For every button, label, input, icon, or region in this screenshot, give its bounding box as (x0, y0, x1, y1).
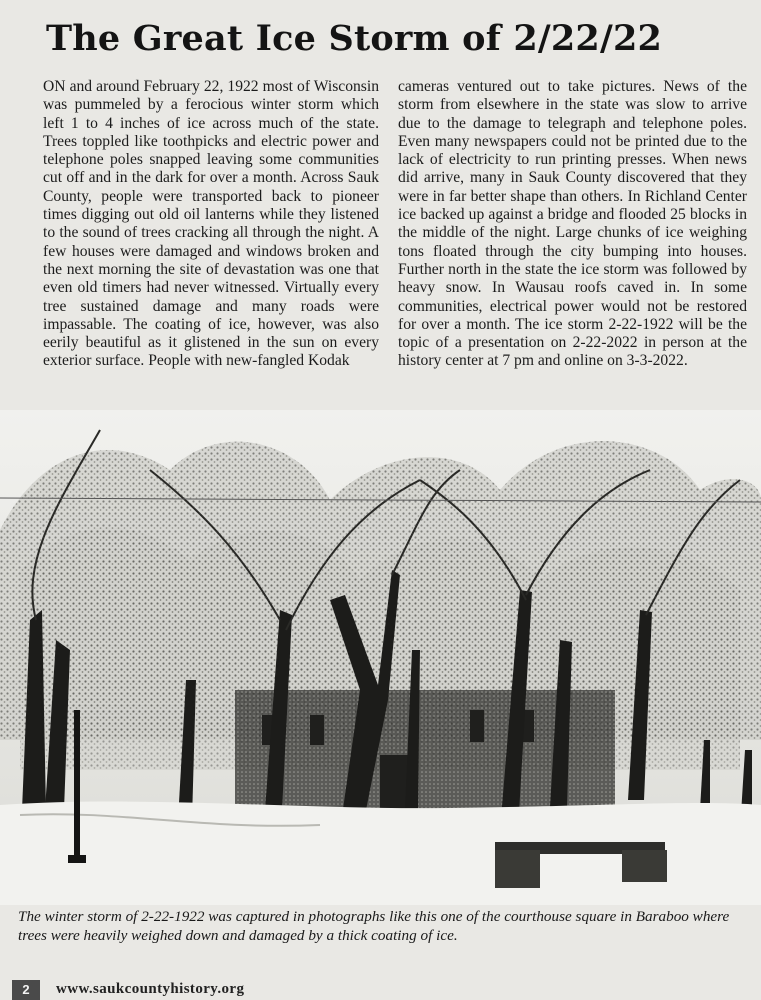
ice-storm-photo (0, 410, 761, 905)
article-title: The Great Ice Storm of 2/22/22 (46, 18, 663, 59)
article-column-left: ON and around February 22, 1922 most of Wisconsin was pummeled by a ferocious winter storm which left 1 to 4 inches of ice across much of the state. Trees toppled like toothpicks and electric power and telephone poles snapped leaving some communities cut off and in the dark for over a month. Across Sauk County, people were transported back to pioneer times digging out old oil lanterns while they listened to the sound of trees cracking all through the night. A few houses were damaged and windows broken and the next morning the site of devastation was one that even old timers had never witnessed. Virtually every tree sustained damage and many roads were impassable. The coating of ice, however, was also eerily beautiful as it glistened in the sun on every exterior surface. People with new-fangled Kodak (43, 78, 379, 370)
courthouse-square-illustration (0, 410, 761, 905)
website-link[interactable]: www.saukcountyhistory.org (56, 981, 245, 997)
page-number: 2 (12, 980, 40, 1000)
photo-caption: The winter storm of 2-22-1922 was captured in photographs like this one of the courthouse square in Baraboo where trees were heavily weighed down and damaged by a thick coating of ice. (18, 908, 730, 944)
article-column-right: cameras ventured out to take pictures. News of the storm from elsewhere in the state was slow to arrive due to the damage to telegraph and telephone poles. Even many newspapers could not be printed due to the lack of electricity to run printing presses. When news did arrive, many in Sauk County discovered that they were in far better shape than others. In Richland Center ice backed up against a bridge and flooded 25 blocks in the middle of the night. Large chunks of ice weighing tons floated through the city bumping into houses. Further north in the state the ice storm was followed by heavy snow. In Wausau roofs caved in. In some communities, electrical power would not be restored for over a month. The ice storm 2-22-1922 will be the topic of a presentation on 2-22-2022 in person at the history center at 7 pm and online on 3-3-2022. (398, 78, 747, 370)
page-footer (12, 978, 761, 998)
